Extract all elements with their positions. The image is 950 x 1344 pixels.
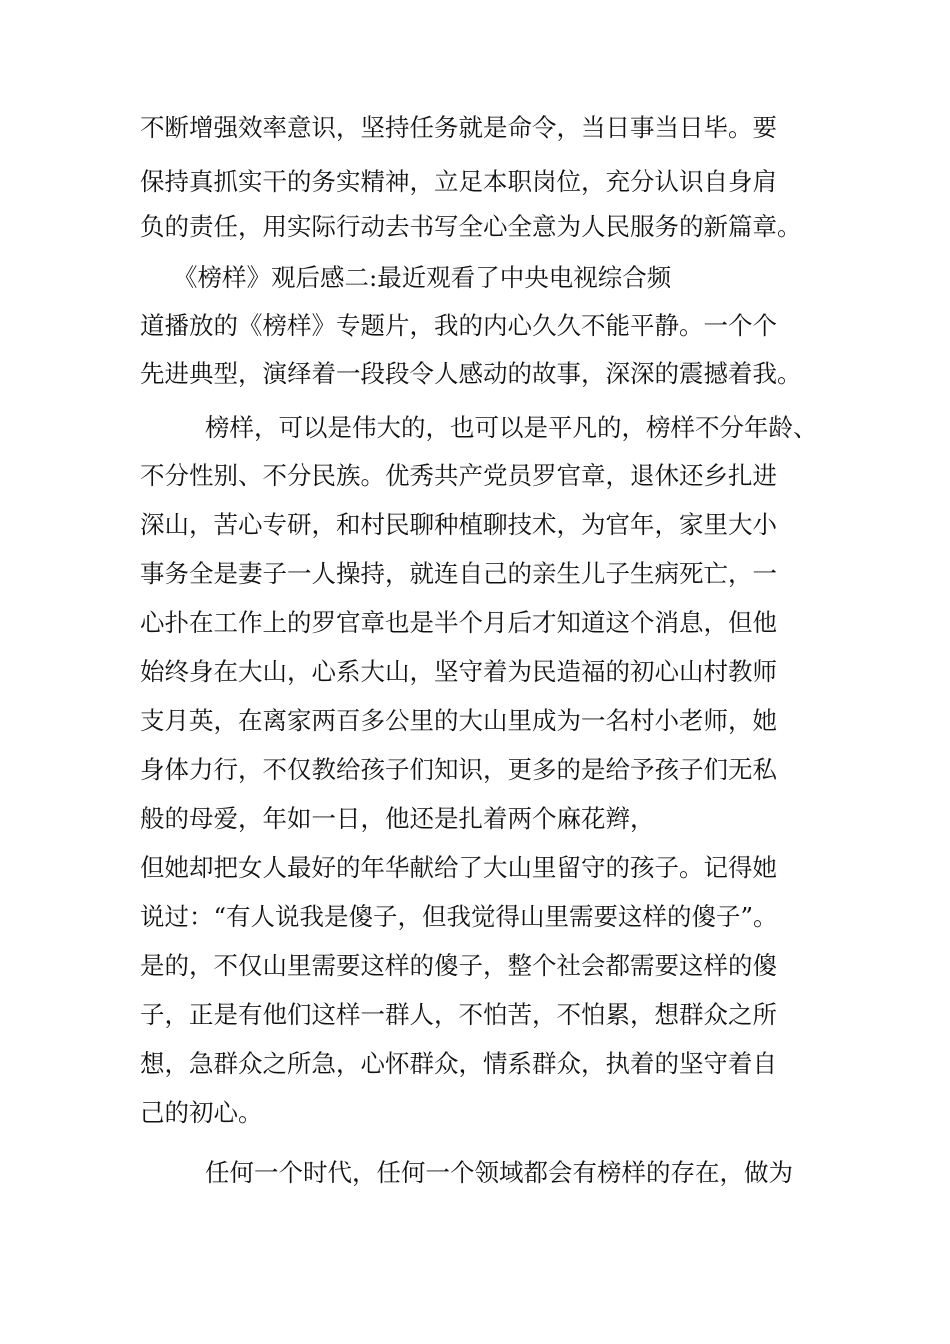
text-line: 是的，不仅山里需要这样的傻子，整个社会都需要这样的傻 [140, 951, 777, 980]
text-line: 但她却把女人最好的年华献给了大山里留守的孩子。记得她 [140, 853, 777, 882]
text-line: 不分性别、不分民族。优秀共产党员罗官章，退休还乡扎进 [140, 461, 777, 490]
text-line: 保持真抓实干的务实精神，立足本职岗位，充分认识自身肩 [140, 167, 777, 196]
text-line: 负的责任，用实际行动去书写全心全意为人民服务的新篇章。 [140, 212, 802, 241]
text-line: 子，正是有他们这样一群人，不怕苦，不怕累，想群众之所 [140, 1000, 777, 1029]
text-line: 不断增强效率意识，坚持任务就是命令，当日事当日毕。要 [140, 113, 777, 142]
text-line: 《榜样》观后感二:最近观看了中央电视综合频 [173, 263, 672, 292]
text-line: 事务全是妻子一人操持，就连自己的亲生儿子生病死亡，一 [140, 559, 777, 588]
text-line: 道播放的《榜样》专题片，我的内心久久不能平静。一个个 [140, 311, 777, 340]
text-line: 般的母爱，年如一日，他还是扎着两个麻花辫， [140, 804, 655, 833]
text-line: 榜样，可以是伟大的，也可以是平凡的，榜样不分年龄、 [205, 413, 818, 442]
text-line: 心扑在工作上的罗官章也是半个月后才知道这个消息，但他 [140, 608, 777, 637]
text-line: 始终身在大山，心系大山，坚守着为民造福的初心山村教师 [140, 657, 777, 686]
text-line: 想，急群众之所急，心怀群众，情系群众，执着的坚守着自 [140, 1049, 777, 1078]
text-line: 深山，苦心专研，和村民聊种植聊技术，为官年，家里大小 [140, 510, 777, 539]
text-line: 任何一个时代，任何一个领域都会有榜样的存在，做为 [205, 1158, 793, 1187]
text-line: 身体力行，不仅教给孩子们知识，更多的是给予孩子们无私 [140, 755, 777, 784]
text-line: 先进典型，演绎着一段段令人感动的故事，深深的震撼着我。 [140, 359, 802, 388]
text-line: 己的初心。 [140, 1098, 263, 1127]
text-line: 说过：“有人说我是傻子，但我觉得山里需要这样的傻子”。 [140, 902, 778, 931]
text-line: 支月英，在离家两百多公里的大山里成为一名村小老师，她 [140, 706, 777, 735]
